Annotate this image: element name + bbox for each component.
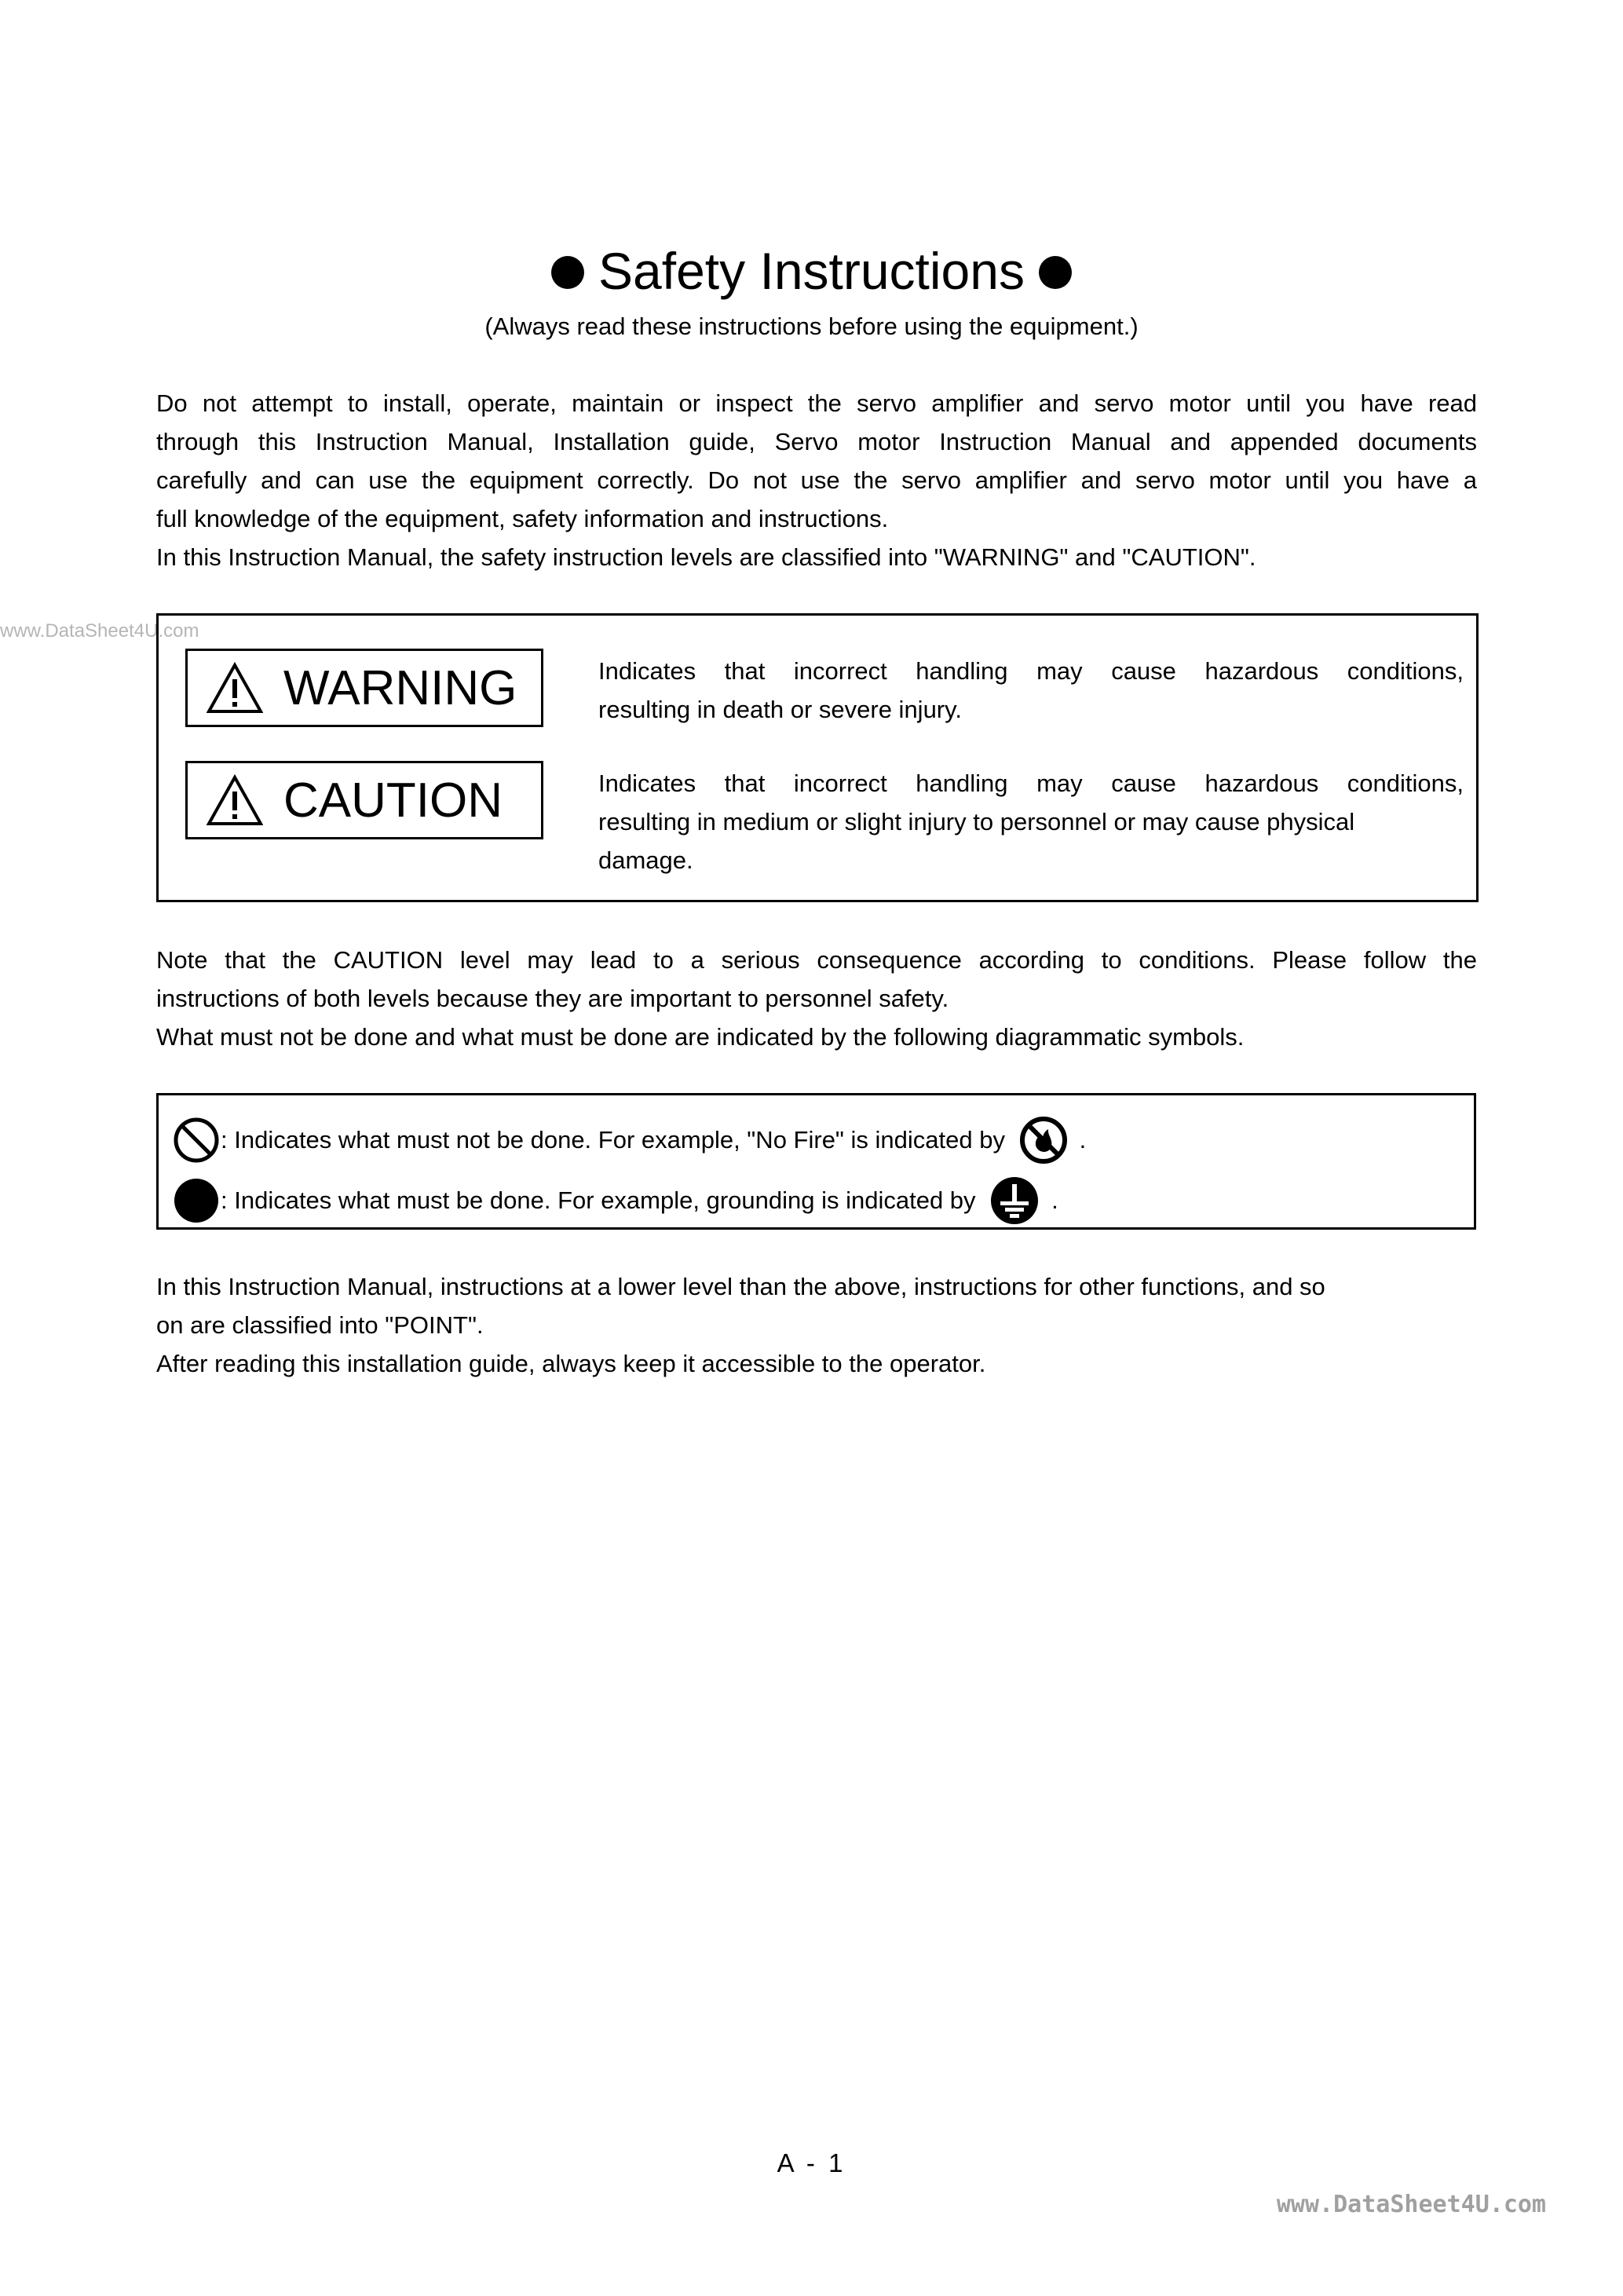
prohibition-period: . bbox=[1079, 1126, 1087, 1153]
caution-label: CAUTION bbox=[283, 773, 503, 828]
page-number: A - 1 bbox=[777, 2148, 846, 2177]
mandatory-action-icon bbox=[172, 1176, 221, 1225]
mandatory-text: : Indicates what must be done. For example, grounding is indicated by bbox=[221, 1186, 976, 1214]
intro-line: In this Instruction Manual, the safety instruction levels are classified into "WARNING" and "CAUTION". bbox=[156, 543, 1256, 571]
grounding-icon bbox=[989, 1175, 1040, 1227]
warning-label: WARNING bbox=[283, 661, 517, 715]
note-paragraph bbox=[156, 941, 1477, 1056]
note-line: Note that the CAUTION level may lead to a serious consequence according to conditions. Please follow the bbox=[156, 946, 1477, 974]
page-title-text: Safety Instructions bbox=[598, 242, 1025, 300]
caution-description bbox=[598, 764, 1464, 879]
prohibition-text: : Indicates what must not be done. For example, "No Fire" is indicated by bbox=[221, 1126, 1005, 1153]
prohibition-symbol-row bbox=[172, 1115, 1086, 1165]
warning-description bbox=[598, 652, 1464, 729]
note-line: What must not be done and what must be done are indicated by the following diagrammatic symbols. bbox=[156, 1023, 1245, 1051]
page-title bbox=[0, 239, 1623, 302]
note-line: instructions of both levels because they are important to personnel safety. bbox=[156, 985, 949, 1012]
intro-line: full knowledge of the equipment, safety information and instructions. bbox=[156, 505, 889, 532]
closing-paragraph bbox=[156, 1267, 1477, 1383]
mandatory-period: . bbox=[1051, 1186, 1058, 1214]
closing-line: After reading this installation guide, always keep it accessible to the operator. bbox=[156, 1350, 986, 1377]
caution-desc-line: resulting in medium or slight injury to personnel or may cause physical bbox=[598, 808, 1355, 835]
intro-paragraph bbox=[156, 384, 1477, 576]
page-subtitle: (Always read these instructions before using the equipment.) bbox=[484, 313, 1139, 340]
prohibition-icon bbox=[172, 1116, 221, 1164]
caution-desc-line: Indicates that incorrect handling may cause hazardous conditions, bbox=[598, 770, 1464, 797]
closing-line: on are classified into "POINT". bbox=[156, 1311, 484, 1339]
watermark-top: www.DataSheet4U.com bbox=[0, 620, 199, 642]
mandatory-symbol-row bbox=[172, 1175, 1058, 1227]
closing-line: In this Instruction Manual, instructions at a lower level than the above, instructions for other functions, and so bbox=[156, 1273, 1325, 1300]
intro-line: carefully and can use the equipment correctly. Do not use the servo amplifier and servo motor until you have a bbox=[156, 466, 1477, 494]
warning-desc-line: resulting in death or severe injury. bbox=[598, 696, 962, 723]
intro-line: Do not attempt to install, operate, maintain or inspect the servo amplifier and servo motor until you have read bbox=[156, 389, 1477, 417]
no-fire-icon bbox=[1018, 1115, 1069, 1165]
warning-signal bbox=[185, 649, 543, 727]
caution-signal bbox=[185, 761, 543, 839]
intro-line: through this Instruction Manual, Installation guide, Servo motor Instruction Manual and appended documents bbox=[156, 428, 1477, 455]
warning-desc-line: Indicates that incorrect handling may cause hazardous conditions, bbox=[598, 657, 1464, 685]
bullet-dot-icon bbox=[551, 256, 584, 289]
caution-triangle-icon bbox=[207, 774, 263, 826]
warning-triangle-icon bbox=[207, 662, 263, 714]
bullet-dot-icon bbox=[1039, 256, 1072, 289]
watermark-bottom: www.DataSheet4U.com bbox=[1276, 2191, 1546, 2218]
caution-desc-line: damage. bbox=[598, 846, 693, 874]
